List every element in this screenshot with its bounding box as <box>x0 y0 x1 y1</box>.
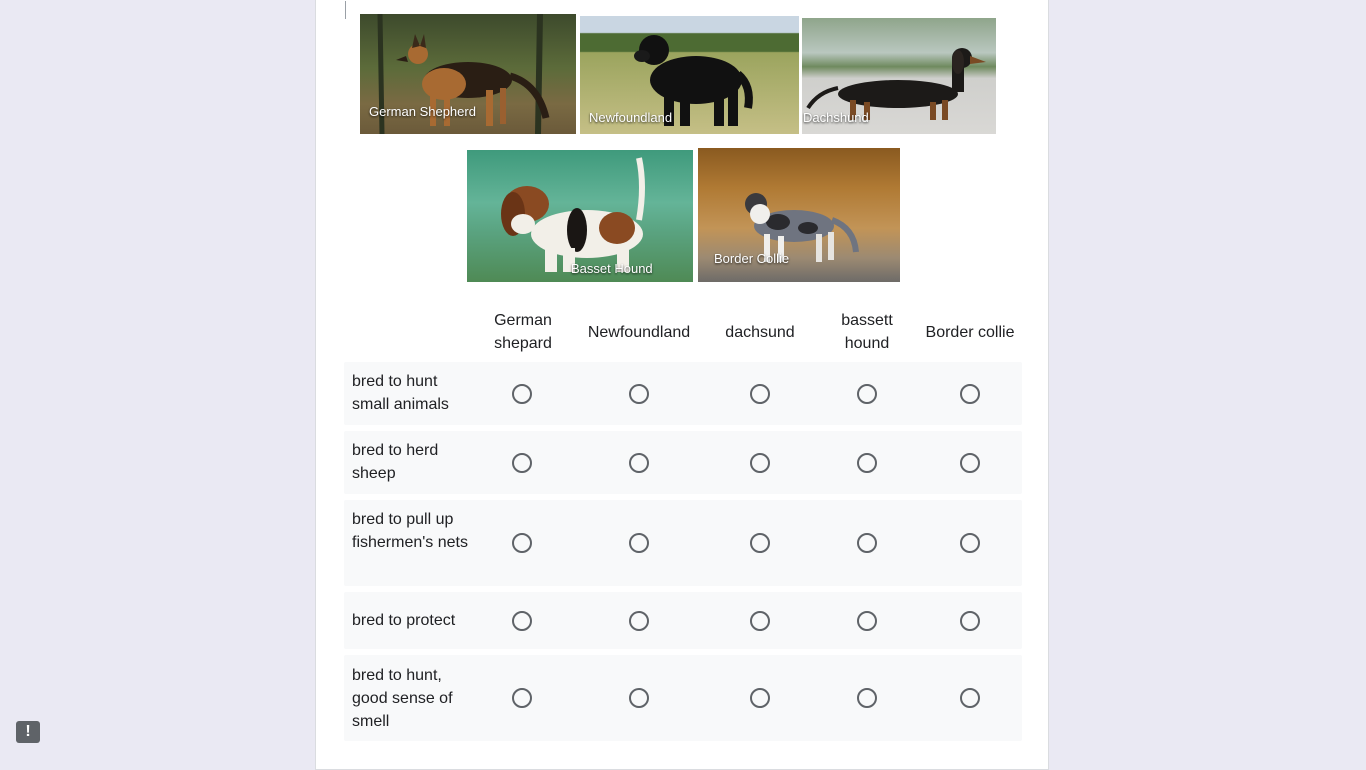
column-header-border-collie: Border collie <box>925 324 1015 341</box>
radio-pull-up-nets-border-collie[interactable] <box>960 533 980 553</box>
dachshund-image <box>802 18 996 134</box>
newfoundland-image <box>580 16 799 134</box>
radio-hunt-small-animals-border-collie[interactable] <box>960 384 980 404</box>
column-header-german-shepard: German shepard <box>494 312 552 352</box>
image-caption: Dachshund <box>803 110 869 125</box>
row-label: bred to herd sheep <box>352 442 439 482</box>
radio-hunt-small-animals-dachsund[interactable] <box>750 384 770 404</box>
image-caption: Border Collie <box>714 251 790 266</box>
row-label: bred to protect <box>352 612 456 629</box>
grid-row-herd-sheep <box>344 431 1022 494</box>
radio-hunt-small-animals-newfoundland[interactable] <box>629 384 649 404</box>
grid-row-pull-up-nets <box>344 500 1022 586</box>
grid-row-protect <box>344 592 1022 649</box>
radio-protect-bassett-hound[interactable] <box>857 611 877 631</box>
german-shepherd-image <box>360 14 576 134</box>
column-header-dachsund: dachsund <box>725 324 795 341</box>
radio-protect-dachsund[interactable] <box>750 611 770 631</box>
report-problem-glyph: ! <box>25 723 31 740</box>
radio-hunt-smell-german-shepard[interactable] <box>512 688 532 708</box>
radio-protect-german-shepard[interactable] <box>512 611 532 631</box>
radio-protect-newfoundland[interactable] <box>629 611 649 631</box>
radio-hunt-smell-bassett-hound[interactable] <box>857 688 877 708</box>
radio-pull-up-nets-bassett-hound[interactable] <box>857 533 877 553</box>
radio-pull-up-nets-german-shepard[interactable] <box>512 533 532 553</box>
radio-hunt-small-animals-bassett-hound[interactable] <box>857 384 877 404</box>
image-caption: Basset Hound <box>571 261 653 276</box>
row-label: bred to hunt small animals <box>352 373 449 413</box>
grid-row-hunt-small-animals <box>344 362 1022 425</box>
radio-herd-sheep-border-collie[interactable] <box>960 453 980 473</box>
radio-pull-up-nets-newfoundland[interactable] <box>629 533 649 553</box>
grid-row-hunt-smell <box>344 655 1022 741</box>
image-caption: German Shepherd <box>369 104 476 119</box>
radio-herd-sheep-newfoundland[interactable] <box>629 453 649 473</box>
image-caption: Newfoundland <box>589 110 673 125</box>
basset-hound-image <box>467 150 693 282</box>
radio-protect-border-collie[interactable] <box>960 611 980 631</box>
column-header-newfoundland: Newfoundland <box>587 324 691 341</box>
row-label: bred to pull up fishermen's nets <box>352 511 468 551</box>
row-label: bred to hunt, good sense of smell <box>352 667 453 730</box>
radio-hunt-smell-newfoundland[interactable] <box>629 688 649 708</box>
report-problem-icon[interactable] <box>16 721 40 743</box>
radio-herd-sheep-bassett-hound[interactable] <box>857 453 877 473</box>
border-collie-image <box>698 148 900 282</box>
column-header-bassett-hound: bassett hound <box>841 312 893 352</box>
radio-herd-sheep-dachsund[interactable] <box>750 453 770 473</box>
radio-pull-up-nets-dachsund[interactable] <box>750 533 770 553</box>
form-card <box>315 0 1049 770</box>
radio-hunt-small-animals-german-shepard[interactable] <box>512 384 532 404</box>
radio-hunt-smell-dachsund[interactable] <box>750 688 770 708</box>
radio-hunt-smell-border-collie[interactable] <box>960 688 980 708</box>
radio-herd-sheep-german-shepard[interactable] <box>512 453 532 473</box>
text-cursor <box>345 1 346 19</box>
